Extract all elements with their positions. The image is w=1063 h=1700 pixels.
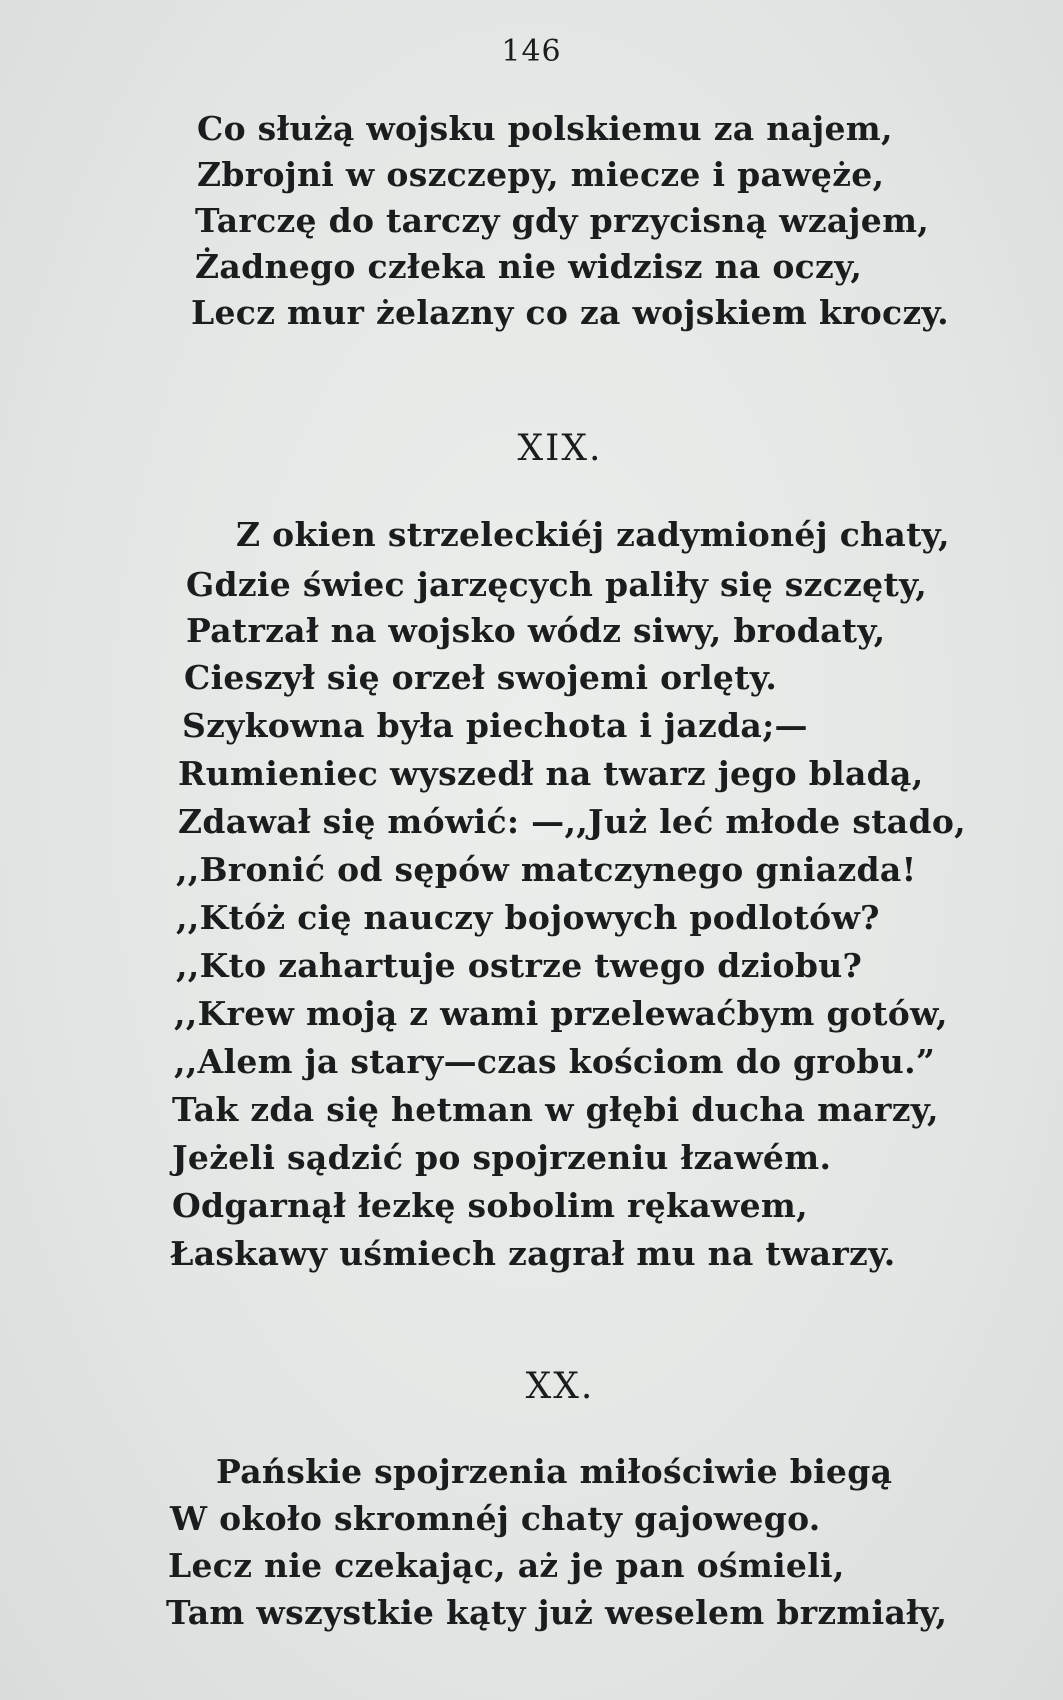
verse-line: Zbrojni w oszczepy, miecze i pawęże, [197,155,885,194]
verse-line: Patrzał na wojsko wódz siwy, brodaty, [186,611,886,650]
verse-line: Tarczę do tarczy gdy przycisną wzajem, [195,201,930,240]
verse-line: ,,Kto zahartuje ostrze twego dziobu? [176,946,863,985]
verse-line: Co służą wojsku polskiemu za najem, [197,109,893,148]
verse-line: ,,Bronić od sępów matczynego gniazda! [176,850,917,889]
verse-line: Odgarnął łezkę sobolim rękawem, [172,1186,808,1225]
verse-line: Pańskie spojrzenia miłościwie biegą [216,1452,893,1491]
verse-line: Jeżeli sądzić po spojrzeniu łzawém. [172,1138,832,1177]
verse-line: Lecz mur żelazny co za wojskiem kroczy. [191,293,949,332]
verse-line: Tak zda się hetman w głębi ducha marzy, [172,1090,939,1129]
verse-line: Zdawał się mówić: —,,Już leć młode stado, [178,802,966,841]
verse-line: Z okien strzeleckiéj zadymionéj chaty, [236,515,950,554]
verse-line: ,,Krew moją z wami przelewaćbym gotów, [174,994,948,1033]
verse-line: Rumieniec wyszedł na twarz jego bladą, [178,754,924,793]
verse-line: Żadnego człeka nie widzisz na oczy, [195,247,863,286]
page-number: 146 [501,34,562,69]
verse-line: ,,Któż cię nauczy bojowych podlotów? [176,898,880,937]
section-heading-xx: XX. [525,1366,595,1407]
verse-line: Łaskawy uśmiech zagrał mu na twarzy. [170,1234,896,1273]
verse-line: Cieszył się orzeł swojemi orlęty. [184,658,778,697]
verse-line: Lecz nie czekając, aż je pan ośmieli, [168,1546,845,1585]
verse-line: Tam wszystkie kąty już weselem brzmiały, [166,1593,948,1632]
verse-line: W około skromnéj chaty gajowego. [170,1499,821,1538]
verse-line: Gdzie świec jarzęcych paliły się szczęty, [186,565,928,604]
verse-line: ,,Alem ja stary—czas kościom do grobu.” [174,1042,936,1081]
verse-line: Szykowna była piechota i jazda;— [182,706,808,745]
section-heading-xix: XIX. [517,428,603,469]
